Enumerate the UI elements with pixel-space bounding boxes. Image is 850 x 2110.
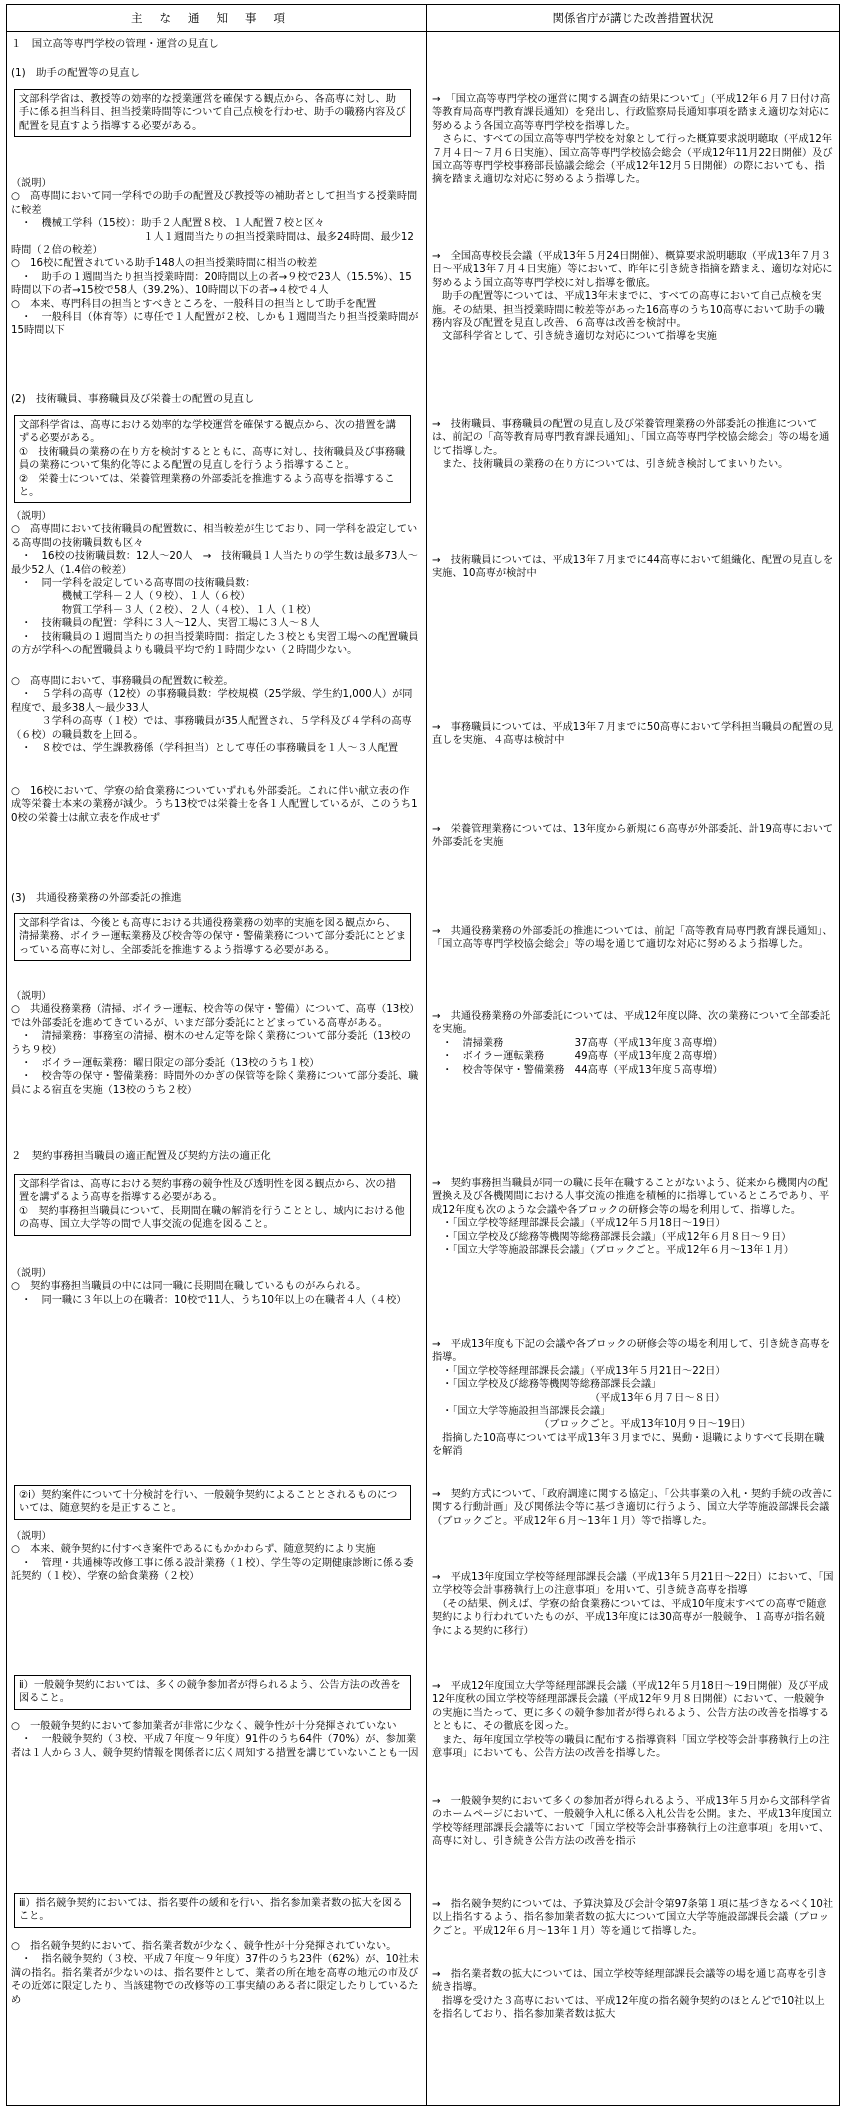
measure-public-notice-2000: → 平成12年度国立大学等経理部課長会議（平成12年５月18日～19日開催）及び平成12年度秋の国立学校等経理部課長会議（平成12年９月８日開催）において、一般競争の実施に当たって、更に多くの競争参加者が得られるよう、公告方法の改善を指導するとともに、その徹底を図った。 また、毎年度国立学校等の職員に配布する指導資料「国立学校等会計事務執行上の注意事項」においても、公告方法の改善を指導した。: [432, 1681, 830, 1760]
notice-box-public-notice: ⅱ）一般競争契約においては、多くの競争参加者が得られるよう、公告方法の改善を図ること。: [14, 1675, 411, 1710]
notice-box-outsourcing: 文部科学省は、今後とも高専における共通役務業務の効率的実施を図る観点から、清掃業務、ボイラー運転業務及び校舎等の保守・警備業務について部分委託にとどまっている高専に対し、全部委託を推進するよう指導する必要がある。: [14, 913, 411, 961]
explanation-office-staff: ○ 高専間において、事務職員の配置数に較差。 ・ ５学科の高専（12校）の事務職員数：学校規模（25学級、学生約1,000人）が同程度で、最多38人～最少33人 ３学科の高専（１校）では、事務職員が35人配置され、５学科及び４学科の高専（６校）の職員数を上回る。 ・ ８校では、学生課教務係（学科担当）として専任の事務職員を１人～３人配置: [11, 676, 413, 755]
explanation-technical-staff: （説明） ○ 高専間において技術職員の配置数に、相当較差が生じており、同一学科を設定している高専間の技術職員数も区々 ・ 16校の技術職員数：12人～20人 → 技術職員１人当たりの学生数は最多73人～最少52人（1.4倍の較差） ・ 同一学科を設定している高専間の技術職員数： 機械工学科－２人（９校）、１人（６校） 物質工学科－３人（２校）、２人（４校）、１人（１校） ・ 技術職員の配置：学科に３人～12人、実習工場に３人～８人 ・ 技術職員の１週間当たりの担当授業時間：指定した３校とも実習工場への配置職員の方が学科への配置職員よりも職員平均で約１時間少ない（２時間少ない。: [11, 511, 419, 657]
notice-box-contract-staff: 文部科学省は、高専における契約事務の競争性及び透明性を図る観点から、次の措置を講ずるよう高専を指導する必要がある。 ① 契約事務担当職員について、長期間在職の解消を行うこととし、域内における他の高専、国立大学等の間で人事交流の促進を図ること。: [14, 1174, 411, 1236]
explanation-nutritionist: ○ 16校において、学寮の給食業務についていずれも外部委託。これに伴い献立表の作成等栄養士本来の業務が減少。うち13校では栄養士を各１人配置しているが、このうち10校の栄養士は献立表を作成せず: [11, 786, 418, 824]
notice-box-designated-bidding: ⅲ）指名競争契約においては、指名要件の緩和を行い、指名参加業者数の拡大を図ること。: [14, 1893, 411, 1928]
measure-technical-staff-policy: → 技術職員、事務職員の配置の見直し及び栄養管理業務の外部委託の推進については、前記の「高等教育局専門教育課長通知」、「国立高等専門学校協会総会」等の場を通じて指導した。 また、技術職員の業務の在り方については、引き続き検討してまいりたい。: [432, 419, 830, 471]
measure-assistant-staffing-2001: → 全国高専校長会議（平成13年５月24日開催）、概算要求説明聴取（平成13年７月３日～平成13年７月４日実施）等において、昨年に引き続き指摘を踏まえ、適切な対応に努めるよう国立高等専門学校に対し指導を徹底。 助手の配置等については、平成13年末までに、すべての高専において自己点検を実施。その結果、担当授業時間に較差等があった16高専のうち10高専において助手の職務内容及び配置を見直し改善、６高専は改善を検討中。 文部科学省として、引き続き適切な対応について指導を実施: [432, 251, 833, 343]
notice-table: [6, 4, 840, 2106]
section-1-1-title: (1) 助手の配置等の見直し: [11, 67, 141, 79]
measure-negotiated-contract: → 平成13年度国立学校等経理部課長会議（平成13年５月21日～22日）において、「国立学校等会計事務執行上の注意事項」を用いて、引き続き高専を指導 （その結果、例えば、学寮の給食業務については、平成10年度末すべての高専で随意契約により行われていたものが、平成13年度には30高専が一般競争、１高専が指名競争による契約に移行）: [432, 1572, 834, 1637]
table-header: [7, 5, 839, 32]
notice-box-technical-staff: 文部科学省は、高専における効率的な学校運営を確保する観点から、次の措置を講ずる必要がある。 ① 技術職員の業務の在り方を検討するとともに、高専に対し、技術職員及び事務職員の業務について集約化等による配置の見直しを行うよう指導すること。 ② 栄養士については、栄養管理業務の外部委託を推進するよう高専を指導すること。: [14, 415, 411, 503]
column-divider: [426, 5, 427, 2105]
explanation-outsourcing: （説明） ○ 共通役務業務（清掃、ボイラー運転、校舎等の保守・警備）について、高専（13校）では外部委託を進めてきているが、いまだ部分委託にとどまっている高専がある。 ・ 清掃業務：事務室の清掃、樹木のせん定等を除く業務について部分委託（13校のうち９校） ・ ボイラー運転業務：曜日限定の部分委託（13校のうち１校） ・ 校舎等の保守・警備業務：時間外のかぎの保管等を除く業務について部分委託、職員による宿直を実施（13校のうち２校）: [11, 991, 419, 1096]
explanation-designated-bidding: ○ 指名競争契約において、指名業者数が少なく、競争性が十分発揮されていない。 ・ 指名競争契約（３校、平成７年度～９年度）37件のうち23件（62%）が、10社未満の指名。指名業者が少ないのは、指名要件として、業者の所在地を高専の地元の市及びその近郊に限定したり、当該建物での改修等の工事実績のある者に限定したりしているため: [11, 1941, 419, 2006]
section-2-title: ２ 契約事務担当職員の適正配置及び契約方法の適正化: [11, 1150, 271, 1162]
header-main-notices: 主な通知事項: [131, 11, 302, 25]
measure-nutritionist-result: → 栄養管理業務については、13年度から新規に６高専が外部委託、計19高専において外部委託を実施: [432, 824, 834, 849]
section-1-3-title: (3) 共通役務業務の外部委託の推進: [11, 892, 182, 904]
section-1-2-title: (2) 技術職員、事務職員及び栄養士の配置の見直し: [11, 393, 255, 405]
explanation-assistant-staffing: （説明） ○ 高専間において同一学科での助手の配置及び教授等の補助者として担当する授業時間に較差 ・ 機械工学科（15校）：助手２人配置８校、１人配置７校と区々 １人１週間当たりの担当授業時間は、最多24時間、最少12時間（２倍の較差） ○ 16校に配置されている助手148人の担当授業時間に相当の較差 ・ 助手の１週間当たり担当授業時間：20時間以上の者→９校で23人（15.5%）、15時間以下の者→15校で58人（39.2%）、10時間以下の者→４校で４人 ○ 本来、専門科目の担当とすべきところを、一般科目の担当として助手を配置 ・ 一般科目（体育等）に専任で１人配置が２校、しかも１週間当たり担当授業時間が15時間以下: [11, 178, 419, 337]
measure-contract-method: → 契約方式について、「政府調達に関する協定」、「公共事業の入札・契約手続の改善に関する行動計画」及び関係法令等に基づき適切に行うよう、国立大学等施設部課長会議（ブロックごと。平成12年６月～13年１月）等で指導した。: [432, 1489, 833, 1527]
header-improvement-measures: 関係省庁が講じた改善措置状況: [552, 11, 714, 25]
measure-assistant-staffing-2000: → 「国立高等専門学校の運営に関する調査の結果について」（平成12年６月７日付け高等教育局高専門教育課長通知）を発出し、行政監察局長通知事項を踏まえ適切な対応に努めるよう各国立高等専門学校を指導した。 さらに、すべての国立高等専門学校を対象として行った概算要求説明聴取（平成12年７月４日～７月６日実施）、国立高等専門学校協会総会（平成12年11月22日開催）及び国立高等専門学校事務部長協議会総会（平成12年12月５日開催）の際においても、指摘を踏まえ適切な対応に努めるよう指導した。: [432, 94, 833, 186]
measure-public-notice-2001: → 一般競争契約において多くの参加者が得られるよう、平成13年５月から文部科学省のホームページにおいて、一般競争入札に係る入札公告を公開。また、平成13年度国立学校等経理部課長会議等において「国立学校等会計事務執行上の注意事項」を用いて、高専に対し、引き続き公告方法の改善を指示: [432, 1796, 832, 1848]
measure-office-staff-result: → 事務職員については、平成13年７月までに50高専において学科担当職員の配置の見直しを実施、４高専は検討中: [432, 722, 834, 747]
notice-box-assistant-staffing: 文部科学省は、教授等の効率的な授業運営を確保する観点から、各高専に対し、助手に係る担当科目、担当授業時間等について自己点検を行わせ、助手の職務内容及び配置を見直すよう指導する必要がある。: [14, 89, 411, 137]
explanation-contract-staff: （説明） ○ 契約事務担当職員の中には同一職に長期間在職しているものがみられる。 ・ 同一職に３年以上の在職者：10校で11人、うち10年以上の在職者４人（４校）: [11, 1268, 407, 1306]
section-1-title: １ 国立高等専門学校の管理・運営の見直し: [11, 38, 219, 50]
measure-outsourcing-result: → 共通役務業務の外部委託については、平成12年度以降、次の業務について全部委託を実施。 ・ 清掃業務 37高専（平成13年度３高専増） ・ ボイラー運転業務 49高専（平成13年度２高専増） ・ 校舎等保守・警備業務 44高専（平成13年度５高専増）: [432, 1011, 831, 1076]
measure-contract-staff-2001: → 平成13年度も下記の会議や各ブロックの研修会等の場を利用して、引き続き高専を指導。 ・「国立学校等経理部課長会議」（平成13年５月21日～22日） ・「国立学校及び総務等機関等総務部課長会議」 （平成13年６月７日～８日） ・「国立大学等施設担当部課長会議」 （ブロックごと。平成13年10月９日～19日） 指摘した10高専については平成13年３月までに、異動・退職によりすべて長期在職を解消: [432, 1339, 831, 1458]
measure-designated-bidding: → 指名競争契約については、予算決算及び会計令第97条第１項に基づきなるべく10社以上指名するよう、指名参加業者数の拡大について国立大学等施設部課長会議（ブロックごと。平成12年６月～13年１月）等を通じて指導した。: [432, 1899, 834, 1937]
measure-outsourcing-policy: → 共通役務業務の外部委託の推進については、前記「高等教育局専門教育課長通知」、「国立高等専門学校協会総会」等の場を通じて適切な対応に努めるよう指導した。: [432, 926, 833, 951]
notice-box-open-competition: ②ⅰ）契約案件について十分検討を行い、一般競争契約によることとされるものについては、随意契約を是正すること。: [14, 1485, 411, 1520]
measure-contract-staff-2000: → 契約事務担当職員が同一の職に長年在職することがないよう、従来から機関内の配置換え及び各機関間における人事交流の推進を積極的に指導しているところであり、平成12年度も次のような会議や各ブロックの研修会等の場を利用して、指導した。 ・「国立学校等経理部課長会議」（平成12年５月18日～19日） ・「国立学校及び総務等機関等総務部課長会議」（平成12年６月８日～９日） ・「国立大学等施設部課長会議」（ブロックごと。平成12年６月～13年１月）: [432, 1178, 830, 1257]
explanation-negotiated-contract: （説明） ○ 本来、競争契約に付すべき案件であるにもかかわらず、随意契約により実施 ・ 管理・共通棟等改修工事に係る設計業務（１校）、学生等の定期健康診断に係る委託契約（１校）、学寮の給食業務（２校）: [11, 1531, 414, 1583]
measure-technical-staff-result: → 技術職員については、平成13年７月までに44高専において組織化、配置の見直しを実施、10高専が検討中: [432, 555, 834, 580]
measure-designated-bidding-result: → 指名業者数の拡大については、国立学校等経理部課長会議等の場を通じ高専を引き続き指導。 指導を受けた３高専においては、平成12年度の指名競争契約のほとんどで10社以上を指名しており、指名参加業者数は拡大: [432, 1969, 828, 2021]
explanation-competitive-bidding: ○ 一般競争契約において参加業者が非常に少なく、競争性が十分発揮されていない ・ 一般競争契約（３校、平成７年度～９年度）91件のうち64件（70%）が、参加業者は１人から３人、競争契約情報を関係者に広く周知する措置を講じていないことも一因: [11, 1721, 419, 1759]
